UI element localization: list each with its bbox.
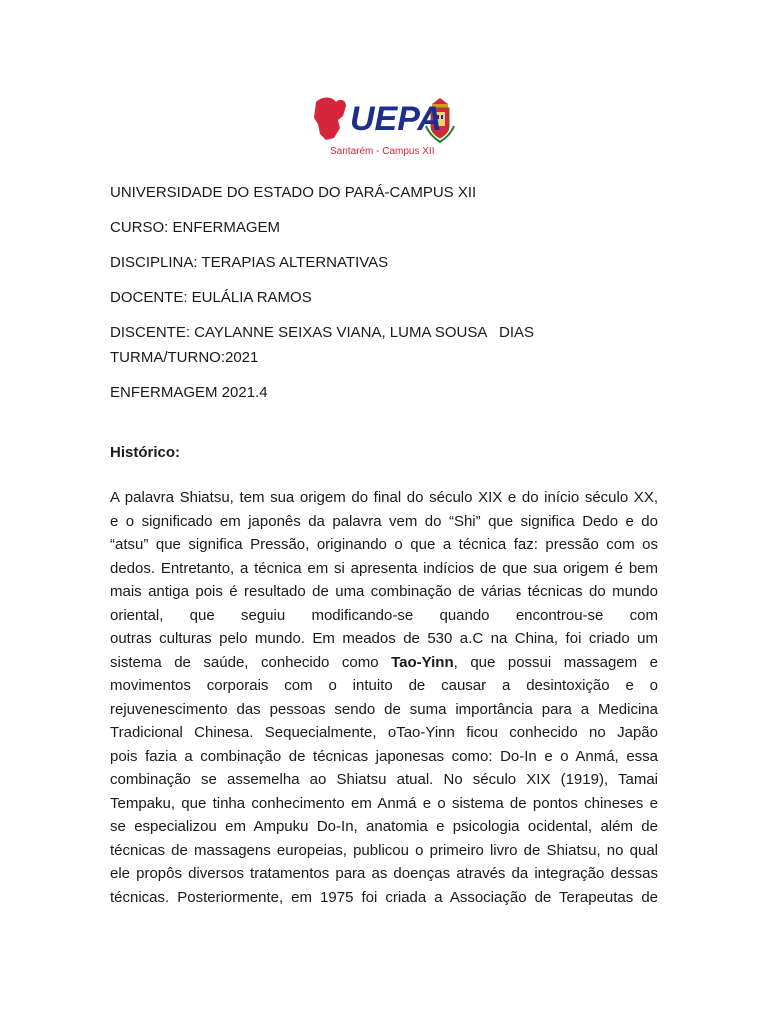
paragraph-line: Tempaku, que tinha conhecimento em Anmá e o sistema de pontos chineses e <box>110 794 658 812</box>
section-heading: Histórico: <box>110 444 181 461</box>
line-text: sistema de saúde, conhecido como <box>110 653 379 671</box>
paragraph-line: se especializou em Ampuku Do-In, anatomia e psicologia ocidental, além de <box>110 818 658 835</box>
paragraph-line: “atsu” que significa Pressão, originando o que a técnica faz: pressão com os <box>110 536 658 553</box>
paragraph-line: Tradicional Chinesa. Sequecialmente, oTao-Yinn ficou conhecido no Japão <box>110 724 658 741</box>
paragraph-line: técnicas de massagens europeias, publicou o primeiro livro de Shiatsu, no qual <box>110 841 658 859</box>
paragraph-line: técnicas. Posteriormente, em 1975 foi criada a Associação de Terapeutas de <box>110 888 658 906</box>
group-line: ENFERMAGEM 2021.4 <box>110 384 268 401</box>
paragraph-line: A palavra Shiatsu, tem sua origem do final do século XIX e do início século XX, <box>110 489 658 506</box>
discipline-line: DISCIPLINA: TERAPIAS ALTERNATIVAS <box>110 254 389 271</box>
line-text-tail: , que possui massagem e <box>453 653 658 671</box>
logo-subtitle: Santarém - Campus XII <box>330 146 435 157</box>
students-line: DISCENTE: CAYLANNE SEIXAS VIANA, LUMA SOUSA DIAS <box>110 324 535 341</box>
paragraph-line: ele propôs diversos tratamentos para as doenças através da integração dessas <box>110 865 658 882</box>
paragraph-line: e o significado em japonês da palavra vem do “Shi” que significa Dedo e do <box>110 512 658 530</box>
teacher-line: DOCENTE: EULÁLIA RAMOS <box>110 289 312 306</box>
paragraph-line: rejuvenescimento das pessoas sendo de suma importância para a Medicina <box>110 700 658 718</box>
class-turn-line: TURMA/TURNO:2021 <box>110 349 259 366</box>
paragraph-line: combinação se assemelha ao Shiatsu atual. No século XIX (1919), Tamai <box>110 771 658 788</box>
course-line: CURSO: ENFERMAGEM <box>110 219 281 236</box>
paragraph-line: pois fazia a combinação de técnicas japonesas como: Do-In e o Anmá, essa <box>110 747 658 765</box>
logo-wordmark: UEPA <box>350 100 442 138</box>
bold-term: Tao-Yinn <box>391 653 454 671</box>
paragraph-line-with-bold <box>110 651 658 675</box>
map-shape-icon <box>314 98 346 141</box>
paragraph-line: dedos. Entretanto, a técnica em si apresenta indícios de que sua origem é bem <box>110 559 658 577</box>
body-paragraph <box>110 486 658 909</box>
university-line: UNIVERSIDADE DO ESTADO DO PARÁ-CAMPUS XII <box>110 184 477 201</box>
paragraph-line: oriental, que seguiu modificando-se quando encontrou-se com <box>110 606 658 624</box>
paragraph-line: movimentos corporais com o intuito de causar a desintoxição e o <box>110 677 658 694</box>
paragraph-line: outras culturas pelo mundo. Em meados de 530 a.C na China, foi criado um <box>110 630 658 647</box>
uepa-logo <box>310 94 470 160</box>
paragraph-line: mais antiga pois é resultado de uma combinação de várias técnicas do mundo <box>110 583 658 600</box>
